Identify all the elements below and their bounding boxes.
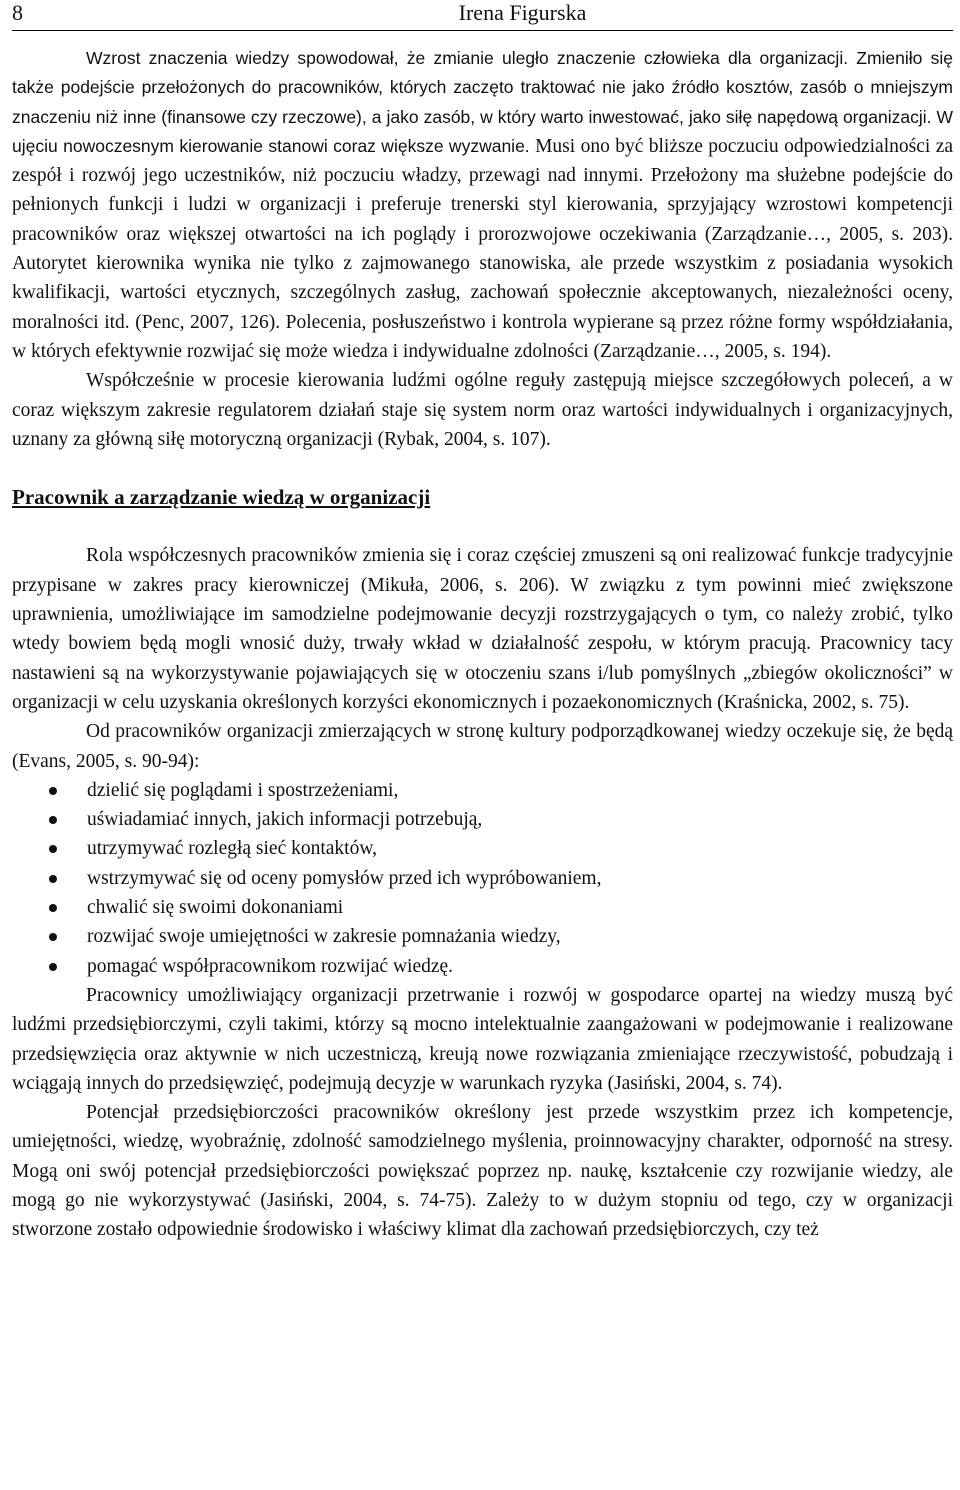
paragraph-1-part-a: Wzrost znaczenia wiedzy spowodował, że zmianie uległo znaczenie człowieka dla organizacji. Zmieniło się także podejście przełożonych do pracowników, których zaczęto traktować nie jako źródło kosztów, zasób o mniejszym znaczeniu niż inne (finansowe czy rzeczowe), a jako zasób, w który warto inwestować, jako siłę napędową organizacji. W ujęciu nowoczesnym kierowanie stanowi coraz większe wyzwanie. <box>12 48 953 156</box>
paragraph-2: Współcześnie w procesie kierowania ludźmi ogólne reguły zastępują miejsce szczegółowych poleceń, a w coraz większym zakresie regulatorem działań staje się system norm oraz wartości indywidualnych i organizacyjnych, uznany za główną siłę motoryczną organizacji (Rybak, 2004, s. 107). <box>12 370 953 450</box>
section-heading: Pracownik a zarządzanie wiedzą w organizacji <box>12 485 431 510</box>
paragraph-1 <box>12 44 953 366</box>
list-item-text: rozwijać swoje umiejętności w zakresie pomnażania wiedzy, <box>87 926 561 948</box>
bullet-icon <box>49 963 57 971</box>
list-item <box>12 922 953 951</box>
paragraph-1-part-c: Przełożony ma służebne podejście do pełnionych funkcji i ludzi w organizacji i preferuje trenerski styl kierowania, sprzyjający wzrostowi kompetencji pracowników oraz większej otwartości na ich poglądy i prorozwojowe oczekiwania (Zarządzanie…, 2005, s. 203). Autorytet kierownika wynika nie tylko z zajmowanego stanowiska, ale przede wszystkim z posiadania wysokich kwalifikacji, wartości etycznych, szczególnych zasług, zachowań społecznie akceptowanych, niezależności oceny, moralności itd. (Penc, 2007, 126). Polecenia, posłuszeństwo i kontrola wypierane są przez różne formy współdziałania, w których efektywnie rozwijać się może wiedza i indywidualne zdolności (Zarządzanie…, 2005, s. 194). <box>12 165 954 362</box>
bullet-icon <box>49 845 57 853</box>
running-header <box>12 0 953 31</box>
list-item <box>12 952 953 981</box>
document-page <box>12 0 953 1490</box>
bullet-icon <box>49 904 57 912</box>
list-item <box>12 864 953 893</box>
list-item-text: utrzymywać rozległą sieć kontaktów, <box>87 838 378 860</box>
running-header-author: Irena Figurska <box>458 0 587 25</box>
bullet-icon <box>49 816 57 824</box>
bullet-icon <box>49 933 57 941</box>
bullet-icon <box>49 787 57 795</box>
list-item-text: uświadamiać innych, jakich informacji potrzebują, <box>87 809 483 831</box>
page-number: 8 <box>12 0 23 25</box>
paragraph-4: Od pracowników organizacji zmierzających w stronę kultury podporządkowanej wiedzy oczekuje się, że będą (Evans, 2005, s. 90-94): <box>12 721 953 772</box>
list-item <box>12 776 953 805</box>
bullet-icon <box>49 875 57 883</box>
list-item <box>12 834 953 863</box>
paragraph-5: Pracownicy umożliwiający organizacji przetrwanie i rozwój w gospodarce opartej na wiedzy muszą być ludźmi przedsiębiorczymi, czyli takimi, którzy są mocno intelektualnie zaangażowani w podejmowanie i realizowane przedsięwzięcia oraz aktywnie w nich uczestniczą, kreują nowe rozwiązania zmieniające rzeczywistość, pobudzają i wciągają innych do przedsięwzięć, podejmują decyzje w warunkach ryzyka (Jasiński, 2004, s. 74). <box>12 984 953 1094</box>
list-item-text: chwalić się swoimi dokonaniami <box>87 897 344 919</box>
list-item <box>12 893 953 922</box>
list-item <box>12 805 953 834</box>
list-item-text: pomagać współpracownikom rozwijać wiedzę. <box>87 955 454 977</box>
body-text <box>12 44 953 1245</box>
bullet-list <box>12 776 953 981</box>
paragraph-3: Rola współczesnych pracowników zmienia się i coraz częściej zmuszeni są oni realizować funkcje tradycyjnie przypisane w zakres pracy kierowniczej (Mikuła, 2006, s. 206). W związku z tym powinni mieć zwiększone uprawnienia, umożliwiające im samodzielne podejmowanie decyzji rozstrzygających o tym, co należy zrobić, tylko wtedy bowiem będą mogli wnosić duży, trwały wkład w działalność zespołu, w którym pracują. Pracownicy tacy nastawieni są na wykorzystywanie pojawiających się w otoczeniu szans i/lub pomyślnych „zbiegów okoliczności” w organizacji w celu uzyskania określonych korzyści ekonomicznych i pozaekonomicznych (Kraśnicka, 2002, s. 75). <box>12 545 953 713</box>
list-item-text: dzielić się poglądami i spostrzeżeniami, <box>87 779 399 801</box>
list-item-text: wstrzymywać się od oceny pomysłów przed ich wypróbowaniem, <box>87 867 602 889</box>
paragraph-6: Potencjał przedsiębiorczości pracowników określony jest przede wszystkim przez ich kompetencje, umiejętności, wiedzę, wyobraźnię, zdolność samodzielnego myślenia, proinnowacyjny charakter, odporność na stresy. Mogą oni swój potencjał przedsiębiorczości powiększać poprzez np. naukę, kształcenie czy rozwijanie wiedzy, ale mogą go nie wykorzystywać (Jasiński, 2004, s. 74-75). Zależy to w dużym stopniu od tego, czy w organizacji stworzone zostało odpowiednie środowisko i właściwy klimat dla zachowań przedsiębiorczych, czy też <box>12 1102 953 1241</box>
paragraph-1-part-b: Musi ono być bliższe poczuciu odpowiedzialności za zespół i rozwój jego uczestników, niż poczuciu władzy, przewagi nad innymi. <box>12 135 954 187</box>
